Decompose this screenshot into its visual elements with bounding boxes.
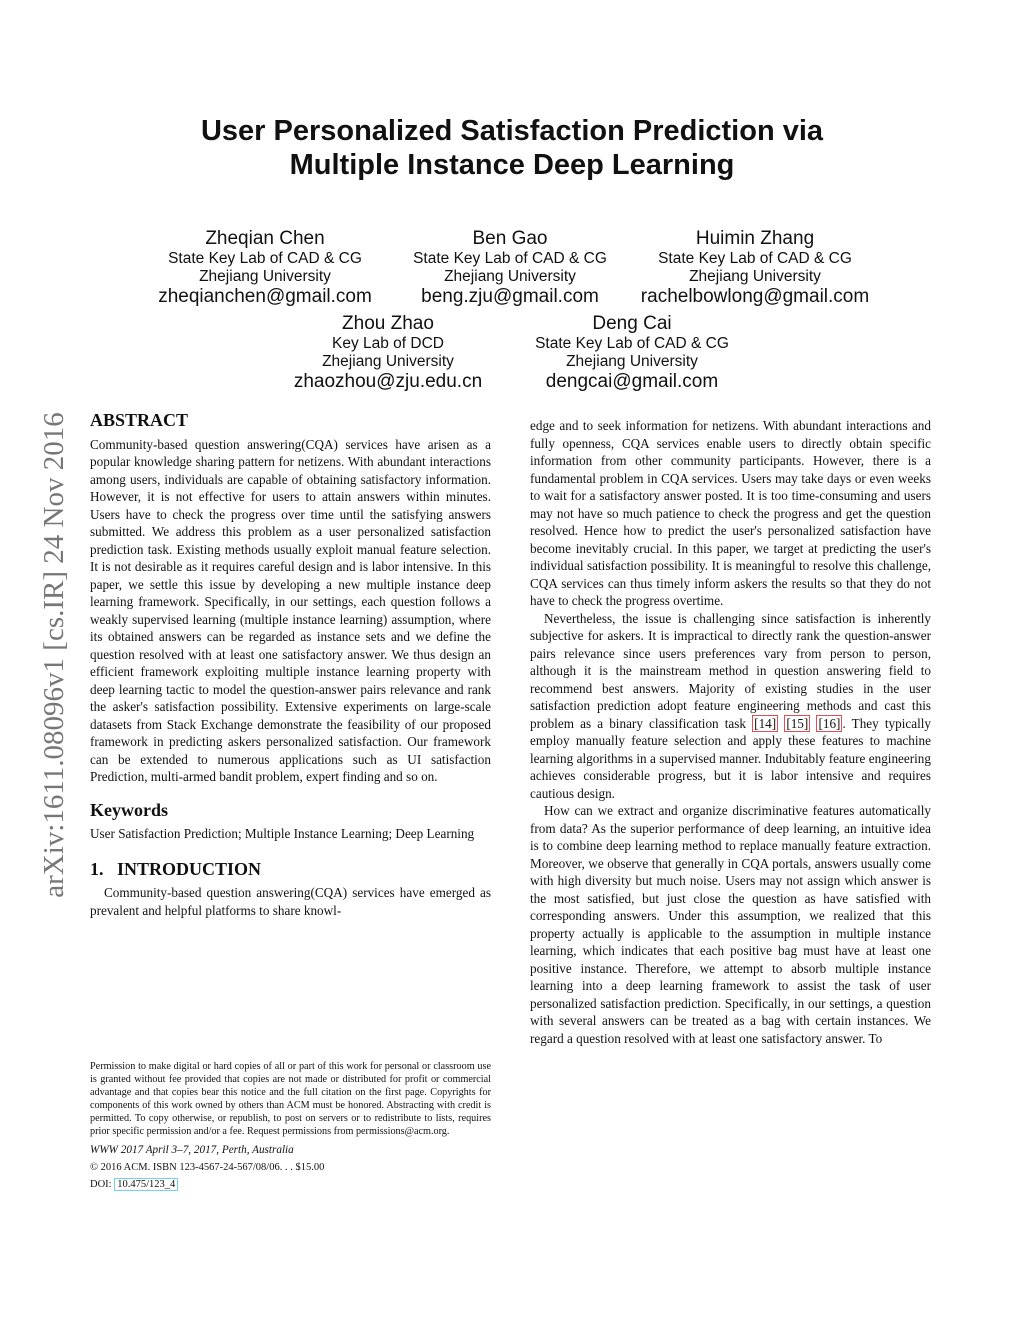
author-block [258,313,518,393]
author-email: beng.zju@gmail.com [421,286,599,307]
author-affiliation: State Key Lab of CAD & CG [413,250,607,267]
citation-link[interactable]: [14] [754,715,777,731]
copyright-line: © 2016 ACM. ISBN 123-4567-24-567/08/06. . . $15.00 [90,1162,325,1173]
author-affiliation: State Key Lab of CAD & CG [535,335,729,352]
author-name: Deng Cai [592,313,672,334]
intro-text: . They typically employ manually feature selection and apply these features to machine learning algorithms in a supervised manner. Indubitably feature engineering achieves considerable progress, but it is labor intensive and requires cautious design. [530,715,932,801]
author-email: dengcai@gmail.com [545,371,719,392]
author-institution: Zhejiang University [689,268,821,285]
author-email: rachelbowlong@gmail.com [640,286,870,307]
intro-paragraph: edge and to seek information for netizens. With abundant interactions and fully openness, CQA services enable users to directly obtain specific information from other community participants. However, there is a fundamental problem in CQA services. Users may take days or even weeks to wait for a satisfactory answer posted. It is too time-consuming and users may not have so much patience to check the progress and get the question resolved. Hence how to predict the user's personalized satisfaction have become inevitably crucial. In this paper, we target at predicting the user's individual satisfaction possibility. It is meaningful to resolve this challenge, CQA services can thus timely inform askers the results so that they do not have to check the progress overtime. [530,418,931,608]
author-block [375,228,645,308]
intro-paragraph [530,610,931,803]
introduction-heading: 1. INTRODUCTION [90,858,262,879]
author-email: zhaozhou@zju.edu.cn [293,371,483,392]
author-institution: Zhejiang University [199,268,331,285]
author-block [130,228,400,308]
paper-title [0,114,1024,182]
right-column [530,417,931,1047]
permission-notice: Permission to make digital or hard copies of all or part of this work for personal or classroom use is granted without fee provided that copies are not made or distributed for profit or commercial advantage and that copies bear this notice and the full citation on the first page. Copyrights for components of this work owned by others than ACM must be honored. Abstracting with credit is permitted. To copy otherwise, or republish, to post on servers or to redistribute to lists, requires prior specific permission and/or a fee. Request permissions from permissions@acm.org. [90,1061,491,1137]
author-affiliation: State Key Lab of CAD & CG [658,250,852,267]
doi-label: DOI: [90,1179,112,1190]
abstract-heading: ABSTRACT [90,410,189,430]
title-line-2: Multiple Instance Deep Learning [289,149,735,181]
conference-info: WWW 2017 April 3–7, 2017, Perth, Australia [90,1144,294,1156]
author-email: zheqianchen@gmail.com [158,286,372,307]
author-name: Huimin Zhang [695,228,815,249]
author-affiliation: Key Lab of DCD [332,335,444,352]
author-block [502,313,762,393]
intro-text: Nevertheless, the issue is challenging since satisfaction is inherently subjective for askers. It is impractical to directly rank the question-answer pairs relevance since users preferences vary from person to person, although it is the mainstream method in question answering field to recommend best answers. Majority of existing studies in the user satisfaction prediction adopt feature engineering methods and cast this problem as a binary classification task [530,610,931,731]
author-affiliation: State Key Lab of CAD & CG [168,250,362,267]
keywords-text: User Satisfaction Prediction; Multiple Instance Learning; Deep Learning [90,826,475,841]
left-column [90,412,491,919]
citation-link[interactable]: [15] [786,715,809,731]
author-institution: Zhejiang University [566,353,698,370]
abstract-text: Community-based question answering(CQA) services have arisen as a popular knowledge sharing pattern for netizens. With abundant interactions among users, individuals are capable of obtaining satisfactory information. However, it is not effective for users to attain answers within minutes. Users have to check the progress over time until the satisfying answers submitted. We address this problem as a user personalized satisfaction prediction task. Existing methods usually exploit manual feature selection. It is not desirable as it requires careful design and is labor intensive. In this paper, we settle this issue by developing a new multiple instance deep learning framework. Specifically, in our settings, each question follows a weakly supervised learning (multiple instance learning) assumption, where its obtained answers can be regarded as instance sets and we define the question resolved with at least one satisfactory answer. We thus design an efficient framework exploiting multiple instance learning property with deep learning tactic to model the question-answer pairs relevance and rank the asker's satisfaction possibility. Extensive experiments on large-scale datasets from Stack Exchange demonstrate the feasibility of our proposed framework in predicting askers personalized satisfaction. Our framework can be extended to numerous applications such as UI satisfaction Prediction, multi-armed bandit problem, expert finding and so on. [90,436,491,784]
citation-link[interactable]: [16] [818,715,841,731]
intro-paragraph: How can we extract and organize discriminative features automatically from data? As the superior performance of deep learning, an intuitive idea is to combine deep learning method to replace manually feature extraction. Moreover, we observe that generally in CQA portals, answers usually come with high diversity but much noise. Users may not assign which answer is the most satisfied, but just close the question as have satisfied with corresponding answers. Under this assumption, we realized that this property actually is applicable to the assumption in multiple instance learning, which indicates that each positive bag must have at least one positive instance. Therefore, we attempt to absorb multiple instance learning into a deep learning framework to assist the task of user personalized satisfaction prediction. Specifically, in our settings, a question with several answers can be treated as a bag with certain instances. We regard a question resolved with at least one satisfactory answer. To [530,803,931,1046]
author-name: Ben Gao [472,228,548,249]
intro-paragraph: Community-based question answering(CQA) services have emerged as prevalent and helpful platforms to share knowl- [90,885,491,918]
keywords-heading: Keywords [90,799,168,820]
author-name: Zheqian Chen [205,228,325,249]
arxiv-identifier: arXiv:1611.08096v1 [cs.IR] 24 Nov 2016 [38,412,70,898]
title-line-1: User Personalized Satisfaction Prediction via [200,115,824,147]
doi-link[interactable]: 10.475/123_4 [114,1178,178,1191]
author-name: Zhou Zhao [342,313,434,334]
author-institution: Zhejiang University [444,268,576,285]
footnote-block [90,1060,491,1190]
doi-line [90,1179,491,1190]
author-institution: Zhejiang University [322,353,454,370]
author-block [620,228,890,308]
